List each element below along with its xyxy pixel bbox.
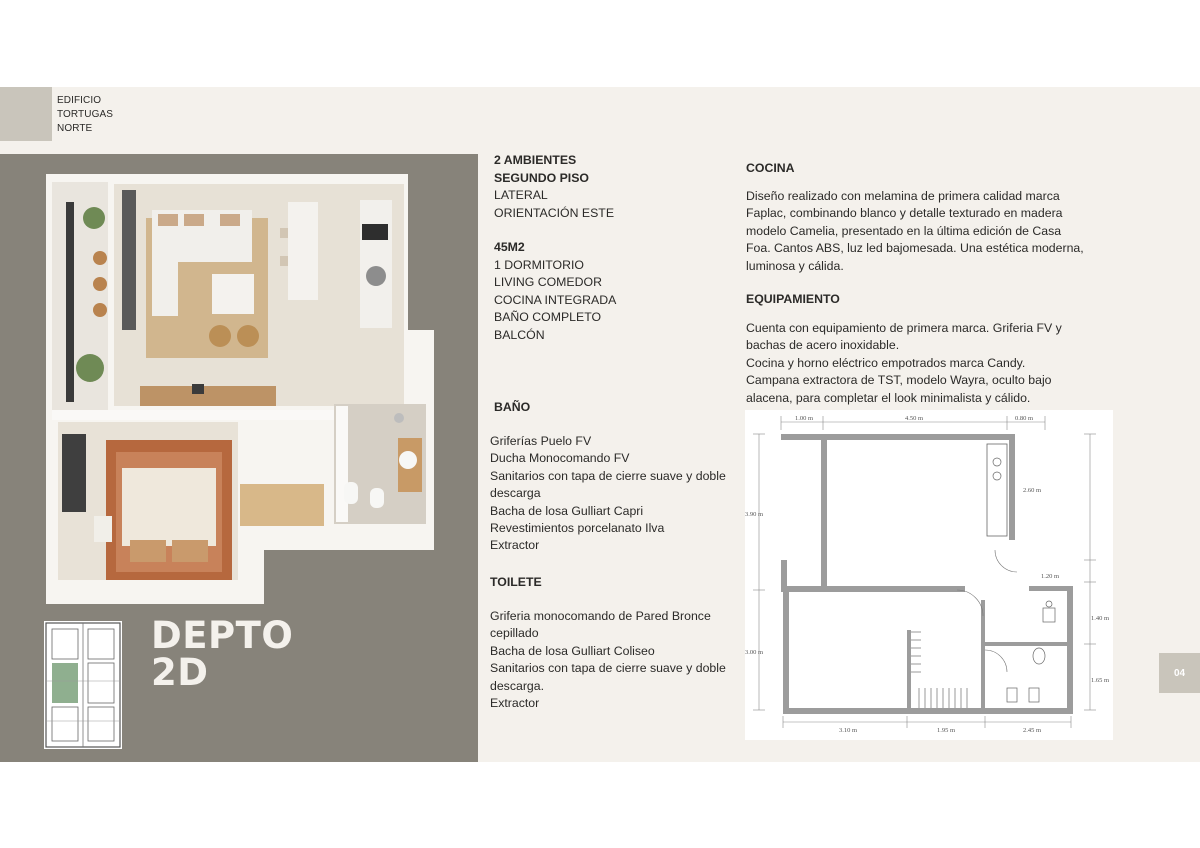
dim-left-label: 3.00 m xyxy=(745,649,764,656)
building-keyplan-image xyxy=(44,621,122,749)
unit-area: 45M2 xyxy=(494,240,525,254)
dim-top-label: 4.50 m xyxy=(905,415,924,422)
summary-line: ORIENTACIÓN ESTE xyxy=(494,205,615,220)
bano-item: Extractor xyxy=(490,538,540,553)
unit-summary xyxy=(494,152,616,344)
dim-bottom-label: 2.45 m xyxy=(1023,727,1042,734)
apartment-render-image xyxy=(44,172,436,604)
toilete-list xyxy=(490,608,726,712)
dim-top-label: 1.00 m xyxy=(795,415,814,422)
dim-left-label: 3.90 m xyxy=(745,511,764,518)
dim-right-label: 1.20 m xyxy=(1041,573,1060,580)
floor-plan xyxy=(745,410,1113,740)
toilete-item: Sanitarios con tapa de cierre suave y doble xyxy=(490,661,726,676)
building-name-line: NORTE xyxy=(57,123,93,134)
building-name-line: TORTUGAS xyxy=(57,109,113,120)
cocina-description xyxy=(746,188,1084,275)
toilete-item: cepillado xyxy=(490,626,539,641)
bano-item: Sanitarios con tapa de cierre suave y doble xyxy=(490,468,726,483)
bano-item: Ducha Monocomando FV xyxy=(490,451,630,466)
equipamiento-line: Cocina y horno eléctrico empotrados marca Candy. xyxy=(746,355,1026,370)
equipamiento-line: bachas de acero inoxidable. xyxy=(746,338,900,353)
dim-right-label: 1.40 m xyxy=(1091,615,1110,622)
dim-right-label: 2.60 m xyxy=(1023,487,1042,494)
room-item: BAÑO COMPLETO xyxy=(494,310,602,324)
toilete-item: Extractor xyxy=(490,696,540,711)
equipamiento-description xyxy=(746,320,1062,407)
cocina-line: Faplac, combinando blanco y detalle texturado en madera xyxy=(746,206,1063,221)
toilete-item: Griferia monocomando de Pared Bronce xyxy=(490,609,711,623)
equipamiento-line: alacena, para completar el look minimalista y cálido. xyxy=(746,390,1031,405)
bano-item: descarga xyxy=(490,486,541,501)
unit-title xyxy=(151,614,294,694)
equipamiento-line: Campana extractora de TST, modelo Wayra, oculto bajo xyxy=(746,373,1052,388)
bano-item: Bacha de losa Gulliart Capri xyxy=(490,503,644,518)
floor-plan-drawing xyxy=(745,410,1113,740)
equipamiento-line: Cuenta con equipamiento de primera marca. Griferia FV y xyxy=(746,321,1062,335)
dim-bottom-label: 3.10 m xyxy=(839,727,858,734)
summary-line: LATERAL xyxy=(494,188,548,202)
dim-bottom-label: 1.95 m xyxy=(937,727,956,734)
dim-right-label: 1.65 m xyxy=(1091,677,1110,684)
summary-line: 2 AMBIENTES xyxy=(494,153,577,167)
cocina-line: Foa. Cantos ABS, luz led bajomesada. Una estética moderna, xyxy=(746,241,1084,256)
room-item: COCINA INTEGRADA xyxy=(494,292,617,307)
bano-heading: BAÑO xyxy=(494,400,531,414)
unit-title-line: 2D xyxy=(151,651,209,694)
equipamiento-heading: EQUIPAMIENTO xyxy=(746,292,840,306)
building-name-line: EDIFICIO xyxy=(57,95,102,106)
building-name xyxy=(57,94,113,136)
room-item: BALCÓN xyxy=(494,327,545,342)
bano-list xyxy=(490,433,726,555)
summary-line: SEGUNDO PISO xyxy=(494,170,589,185)
room-item: LIVING COMEDOR xyxy=(494,275,602,289)
cocina-heading: COCINA xyxy=(746,161,795,175)
cocina-line: modelo Camelia, presentado en la última edición de Casa xyxy=(746,223,1062,238)
toilete-heading: TOILETE xyxy=(490,575,542,589)
room-item: 1 DORMITORIO xyxy=(494,257,584,272)
cocina-line: Diseño realizado con melamina de primera calidad marca xyxy=(746,189,1060,203)
unit-title-line: DEPTO xyxy=(151,614,294,657)
dim-top-label: 0.80 m xyxy=(1015,415,1034,422)
toilete-item: Bacha de losa Gulliart Coliseo xyxy=(490,643,655,658)
page-number: 04 xyxy=(1159,653,1200,693)
cocina-line: luminosa y cálida. xyxy=(746,258,844,273)
toilete-item: descarga. xyxy=(490,678,545,693)
bano-item: Revestimientos porcelanato Ilva xyxy=(490,521,665,536)
header-tab xyxy=(0,87,52,141)
bano-item: Griferías Puelo FV xyxy=(490,434,592,448)
